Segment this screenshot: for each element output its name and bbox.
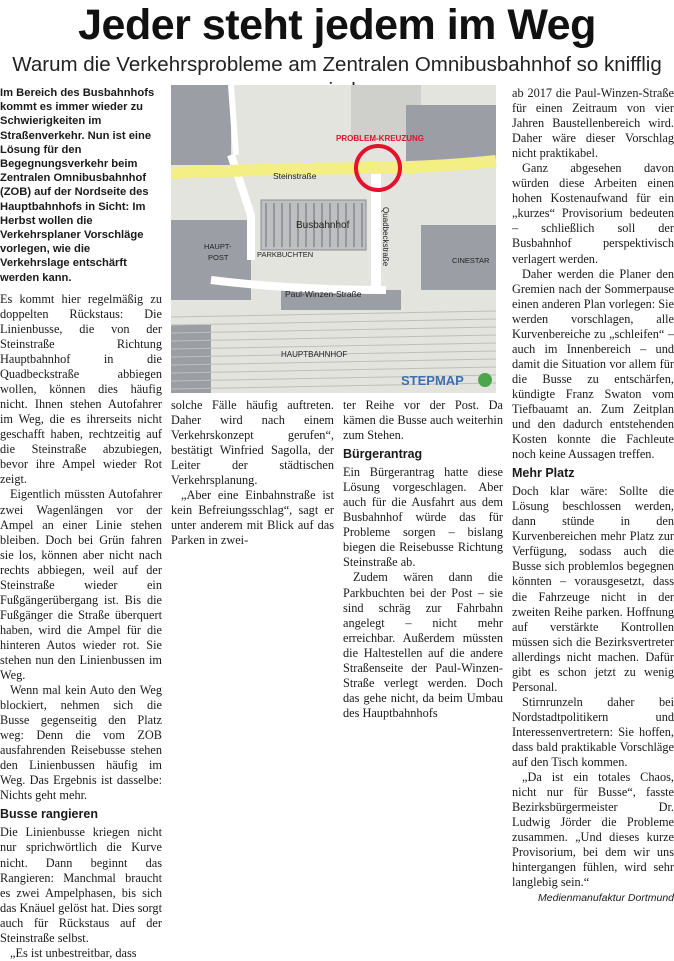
lead-paragraph: Im Bereich des Busbahnhofs kommt es immer wieder zu Schwierigkeiten im Straßenverkehr. Nun ist eine Lösung für den Begegnungsverkehr beim Zentralen Omnibusbahnhof (ZOB) auf der Nordseite des Hauptbahnhofs in Sicht: Im Herbst wollen die Verkehrsplaner Vorschläge vorlegen, wie die Verkehrslage entschärft werden kann. bbox=[0, 87, 155, 284]
article-paragraph: Es kommt hier regelmäßig zu doppelten Rückstaus: Die Linienbusse, die von der Steinstraße Richtung Hauptbahnhof in die Quadbeckstraße abbiegen wollen, können dies häufig nicht. Ihnen stehen Autofahrer im Weg, die es ihrerseits nicht geschafft haben, rechtzeitig auf die Steinstraße abzubiegen, bevor ihre Ampel wieder Rot zeigt. bbox=[0, 291, 162, 487]
map-label-quadbeckstrasse: Quadbeckstraße bbox=[381, 207, 390, 267]
article-paragraph: „Da ist ein totales Chaos, nicht nur für Busse“, fasste Bezirksbürgermeister Dr. Ludwig Jörder die Probleme zusammen. „Und dieses kurze Provisorium, bei dem wir uns hintergangen fühlen, wird sehr langlebig sein.“ bbox=[512, 770, 674, 890]
article-paragraph: „Aber eine Einbahnstraße ist kein Befreiungsschlag“, sagt er unter anderem mit Blick auf das Parken in zwei- bbox=[171, 488, 334, 548]
article-paragraph: ab 2017 die Paul-Winzen-Straße für einen Zeitraum von vier Jahren Baustellenbereich wird. Daher wäre dieser Vorschlag nicht praktikabel. bbox=[512, 86, 674, 161]
article-paragraph: Daher werden die Planer den Gremien nach der Sommerpause einen anderen Plan vorlegen: Sie werden vorschlagen, alle Kurvenbereiche zu „schleifen“ – auch im Innenbereich – und damit die Situation vor allem für die Busse zu entschärfen, kündigte Franz Swaton vom Tiefbauamt an. Zum Zeitplan und den dadurch entstehenden Kosten konnte die Fachleute noch keine Aussagen treffen. bbox=[512, 266, 674, 462]
map-label-hauptpost-1: HAUPT- bbox=[204, 242, 232, 251]
map-label-hauptbahnhof: HAUPTBAHNHOF bbox=[281, 350, 348, 359]
map-label-problem: PROBLEM-KREUZUNG bbox=[336, 134, 424, 143]
headline: Jeder steht jedem im Weg bbox=[78, 1, 596, 49]
subheading-buergerantrag: Bürgerantrag bbox=[343, 447, 423, 462]
article-paragraph: ter Reihe vor der Post. Da kämen die Busse auch weiterhin zum Stehen. bbox=[343, 398, 503, 443]
subheading-mehr-platz: Mehr Platz bbox=[512, 466, 575, 481]
map-figure bbox=[171, 85, 496, 393]
map-label-cinestar: CINESTAR bbox=[452, 256, 490, 265]
article-paragraph: Zudem wären dann die Parkbuchten bei der Post – sie sind schräg zur Fahrbahn angelegt – nicht mehr erreichbar. Außerdem müssten die Haltestellen auf die andere Straßenseite der Paul-Winzen-Straße verlegt werden. Doch das gehe nicht, da beim Umbau des Hauptbahnhofs bbox=[343, 570, 503, 720]
map-label-busbahnhof: Busbahnhof bbox=[296, 220, 350, 231]
author-credit: Medienmanufaktur Dortmund bbox=[538, 892, 674, 905]
map-label-paul-winzen-strasse: Paul-Winzen-Straße bbox=[285, 289, 362, 299]
map-svg bbox=[171, 85, 496, 393]
column-2 bbox=[171, 398, 334, 548]
subheadline: Warum die Verkehrsprobleme am Zentralen Omnibusbahnhof so knifflig bbox=[12, 53, 662, 76]
article-paragraph: Ganz abgesehen davon würden diese Arbeiten einen hohen Kostenaufwand für ein „kurzes“ Provisorium bedeuten – schließlich soll der Busbahnhof perspektivisch verlagert werden. bbox=[512, 161, 674, 266]
article-paragraph: Ein Bürgerantrag hatte diese Lösung vorgeschlagen. Aber auch für die Ausfahrt aus dem Busbahnhof würde das für Probleme sorgen – bislang biegen die Reisebusse Richtung Steinstraße ab. bbox=[343, 465, 503, 570]
article-paragraph: „Es ist unbestreitbar, dass bbox=[10, 945, 137, 960]
column-4 bbox=[512, 86, 674, 906]
map-label-parkbuchten: PARKBUCHTEN bbox=[257, 250, 314, 259]
article-paragraph: Doch klar wäre: Sollte die Lösung beschlossen werden, dann stünde in den Kurvenbereichen mehr Platz zur Verfügung, sodass auch die Busse sich problemlos begegnen könnten – vorausgesetzt, dass die Fahrzeuge nicht in der zweiten Reihe parken. Hoffnung auf verstärkte Kontrollen müssen sich die Bezirksvertreter allerdings nicht machen. Dafür gibt es schon jetzt zu wenig Personal. bbox=[512, 484, 674, 694]
column-1 bbox=[0, 86, 162, 961]
map-label-hauptpost-2: POST bbox=[208, 253, 229, 262]
column-3 bbox=[343, 398, 503, 721]
article-paragraph: Die Linienbusse kriegen nicht nur sprichwörtlich die Kurve nicht. Dann beginnt das Rangieren: Manchmal braucht es zwei Ampelphasen, bis sich das Knäuel gelöst hat. Dies sorgt auch für Rückstaus auf der Steinstraße selbst. bbox=[0, 825, 162, 945]
article-paragraph: Stirnrunzeln daher bei Nordstadtpolitikern und Interessenvertretern: Sie hoffen, dass bald praktikable Vorschläge auf den Tisch kommen. bbox=[512, 694, 674, 770]
map-label-steinstrasse: Steinstraße bbox=[273, 171, 317, 181]
article-paragraph: Wenn mal kein Auto den Weg blockiert, nehmen sich die Busse gegenseitig den Platz weg: Denn die vom ZOB ausfahrenden Reisebusse stehen den Linienbussen häufig im Weg. Das Ergebnis ist dasselbe: Nichts geht mehr. bbox=[0, 683, 162, 803]
stepmap-logo: STEPMAP bbox=[401, 373, 464, 388]
article-paragraph: solche Fälle häufig auftreten. Daher wird nach einem Verkehrskonzept gerufen“, bestätigt Winfried Sagolla, der Leiter der städtischen Verkehrsplanung. bbox=[171, 398, 334, 488]
subheading-busse-rangieren: Busse rangieren bbox=[0, 807, 98, 822]
article-paragraph: Eigentlich müssten Autofahrer zwei Wagenlängen vor der Ampel an einer Linie stehen bleiben. Doch bei Grün fahren sie los, können aber nicht nach rechts abbiegen, weil auf der Steinstraße wieder ein Fußgängerübergang ist. Bis die Fußgänger die Straße überquert haben, wird die Ampel für die hinteren Autos wieder rot. Sie stehen nun den Linienbussen im Weg. bbox=[0, 487, 162, 683]
globe-icon bbox=[478, 373, 492, 387]
